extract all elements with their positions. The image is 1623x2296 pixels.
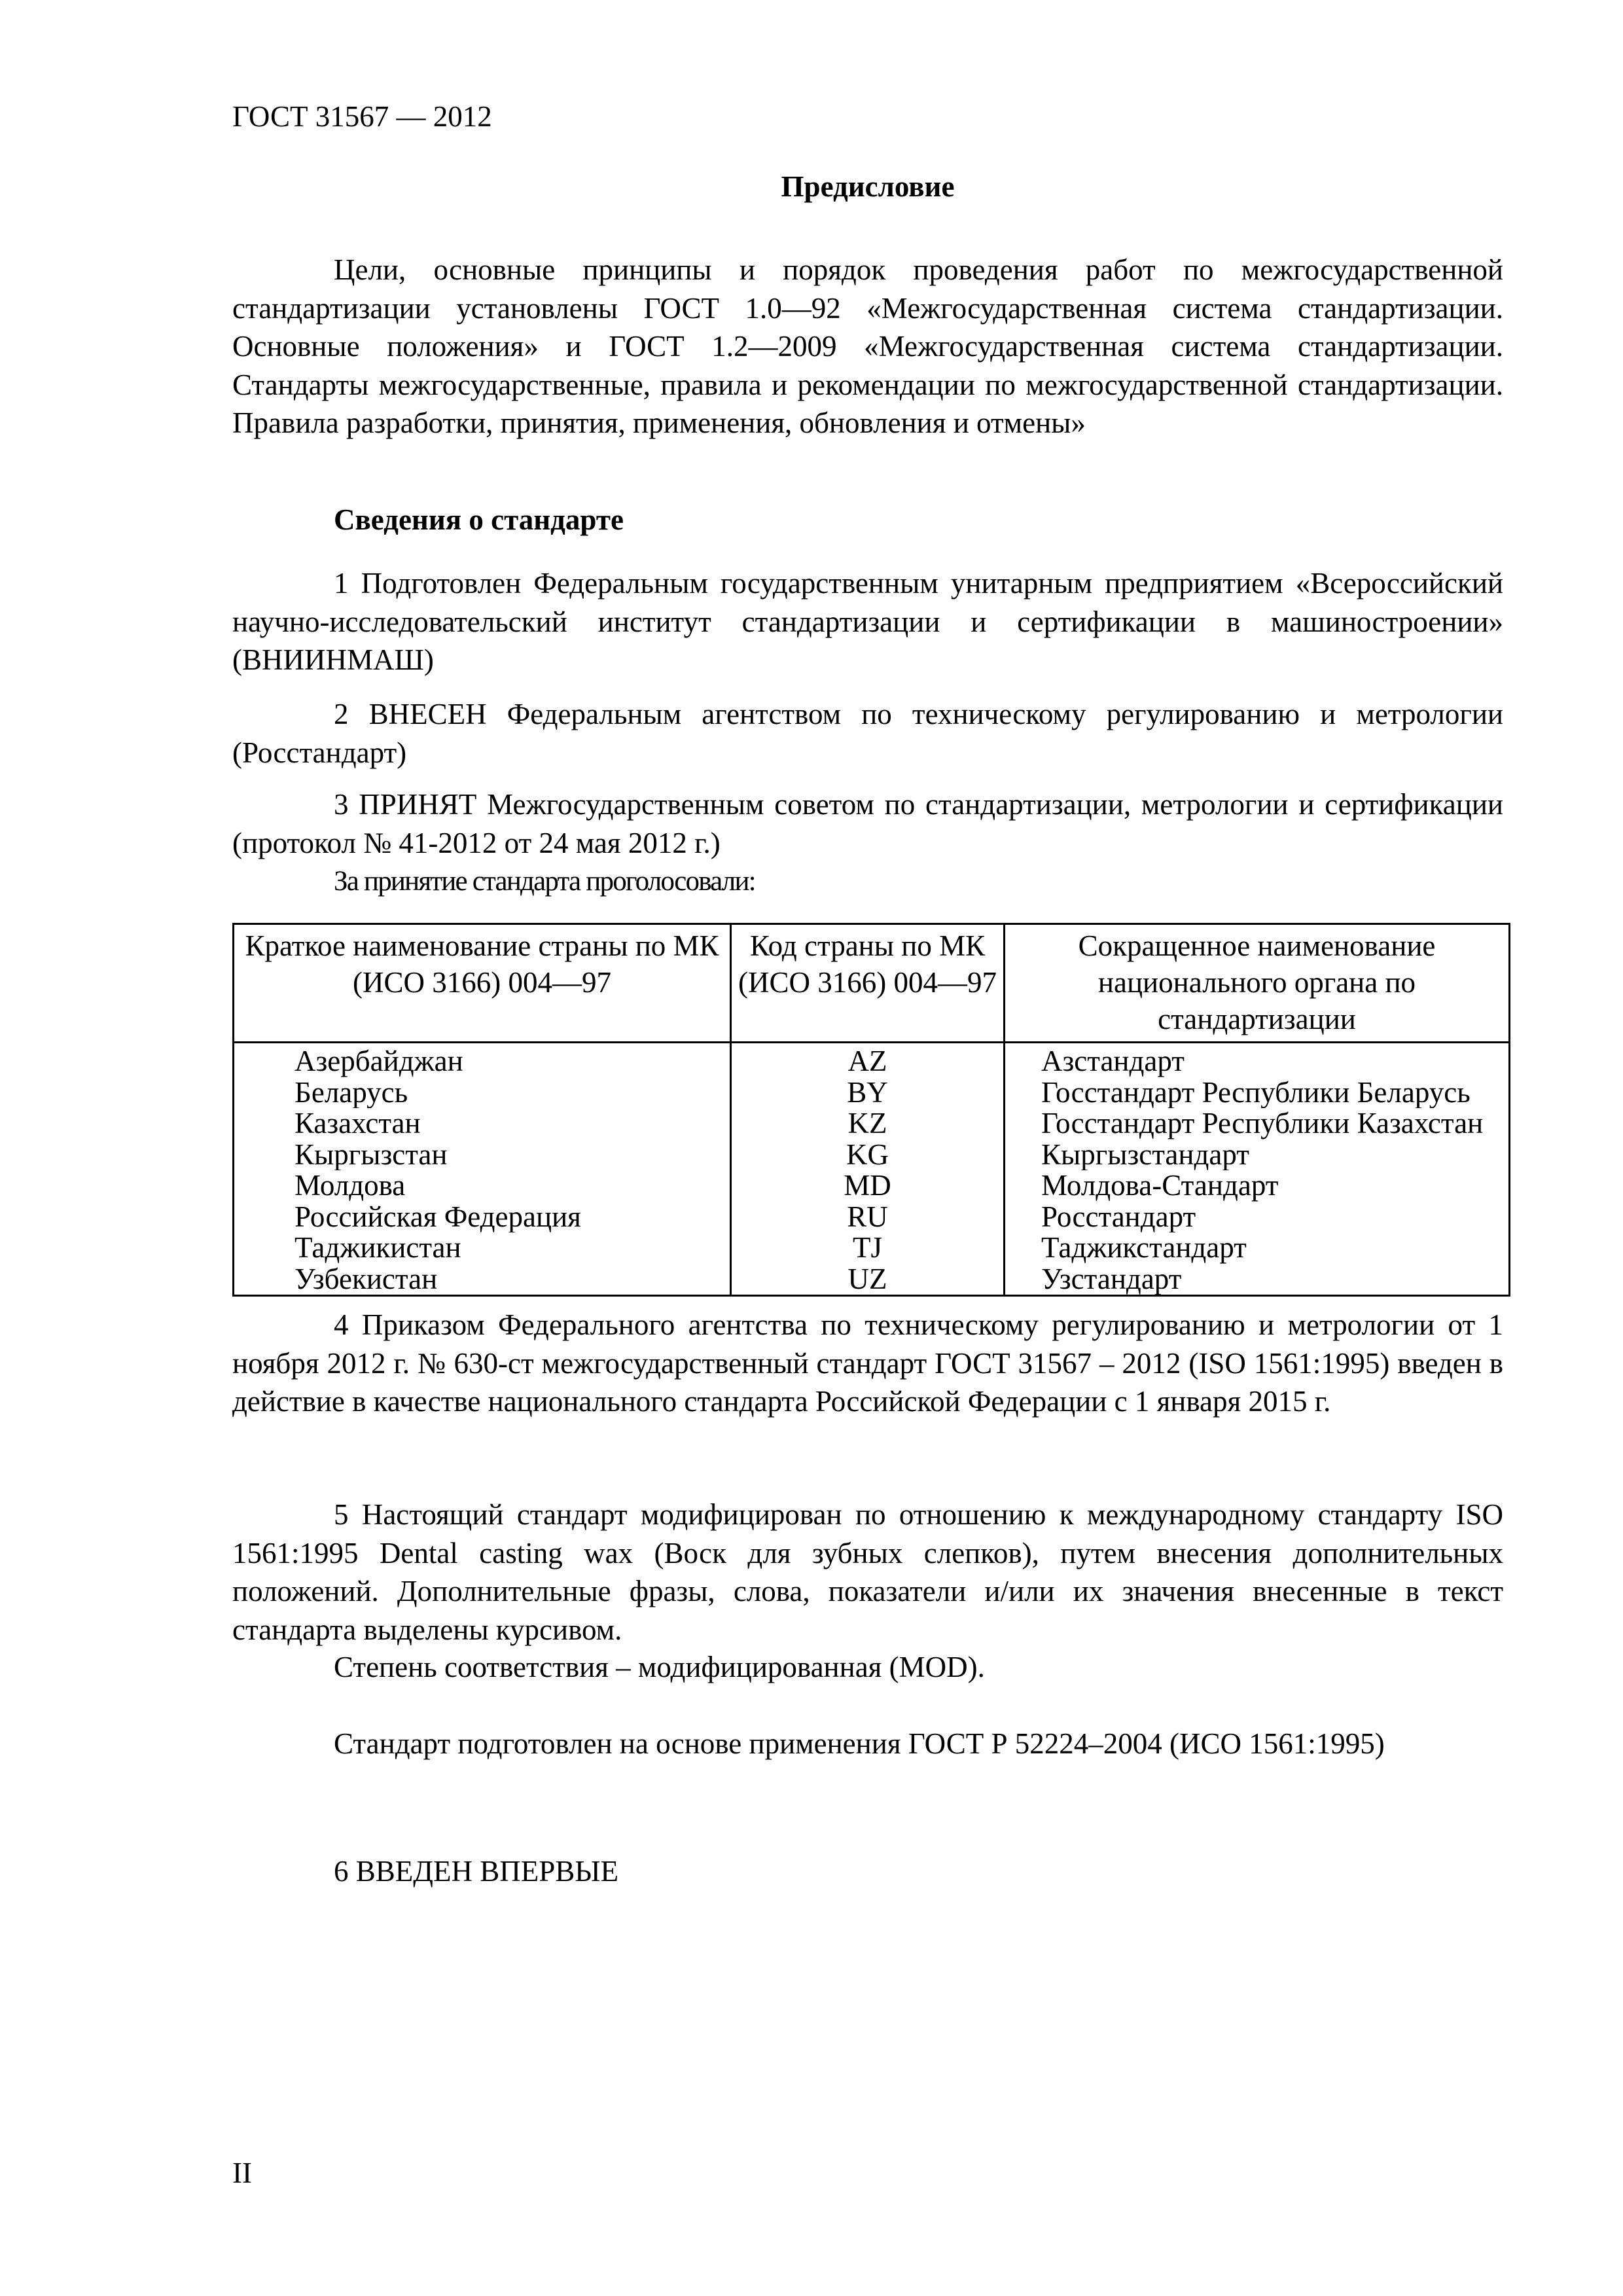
table-row — [234, 1077, 1510, 1109]
code-cell: KZ — [731, 1108, 1005, 1139]
item-5-paragraph: 5 Настоящий стандарт модифицирован по отношению к международному стандарту ISO 1561:1995 Dental casting wax (Воск для зубных слепков), путем внесения дополнительных положений. Дополнительные фразы, слова, показатели и/или их значения внесенные в текст стандарта выделены курсивом. — [232, 1498, 1503, 1646]
table-row — [234, 1108, 1510, 1139]
code-cell: RU — [731, 1202, 1005, 1233]
page-number: II — [232, 2157, 252, 2189]
org-cell: Узстандарт — [1005, 1264, 1510, 1296]
country-cell: Кыргызстан — [234, 1139, 731, 1171]
vote-intro-text: За принятие стандарта проголосовали: — [334, 866, 755, 897]
item-3-paragraph: 3 ПРИНЯТ Межгосударственным советом по стандартизации, метрологии и сертификации (протокол № 41-2012 от 24 мая 2012 г.) — [232, 788, 1503, 859]
country-cell: Узбекистан — [234, 1264, 731, 1296]
country-cell: Беларусь — [234, 1077, 731, 1109]
foreword-title: Предисловие — [781, 170, 955, 203]
code-cell: MD — [731, 1170, 1005, 1202]
header-country-name: Краткое наименование страны по МК (ИСО 3166) 004—97 — [234, 924, 731, 1043]
basis-text: Стандарт подготовлен на основе применения ГОСТ Р 52224–2004 (ИСО 1561:1995) — [334, 1727, 1385, 1760]
foreword-intro-paragraph: Цели, основные принципы и порядок проведения работ по межгосударственной стандартизации установлены ГОСТ 1.0—92 «Межгосударственная система стандартизации. Основные положения» и ГОСТ 1.2—2009 «Межгосударственная система стандартизации. Стандарты межгосударственные, правила и рекомендации по межгосударственной стандартизации. Правила разработки, принятия, применения, обновления и отмены» — [232, 253, 1503, 439]
code-cell: BY — [731, 1077, 1005, 1109]
table-row — [234, 1139, 1510, 1171]
org-cell: Росстандарт — [1005, 1202, 1510, 1233]
voting-table-header-row — [234, 924, 1510, 1043]
item-1-paragraph: 1 Подготовлен Федеральным государственным унитарным предприятием «Всероссийский научно-исследовательский институт стандартизации и сертификации в машиностроении» (ВНИИНМАШ) — [232, 567, 1503, 676]
standard-info-heading: Сведения о стандарте — [334, 503, 624, 536]
conformity-text: Степень соответствия – модифицированная (MOD). — [334, 1651, 985, 1683]
country-cell: Таджикистан — [234, 1232, 731, 1264]
org-cell: Таджикстандарт — [1005, 1232, 1510, 1264]
code-cell: UZ — [731, 1264, 1005, 1296]
item-6-text: 6 ВВЕДЕН ВПЕРВЫЕ — [334, 1855, 618, 1888]
country-cell: Казахстан — [234, 1108, 731, 1139]
item-4-paragraph: 4 Приказом Федерального агентства по техническому регулированию и метрологии от 1 ноября 2012 г. № 630-ст межгосударственный стандарт ГОСТ 31567 – 2012 (ISO 1561:1995) введен в действие в качестве национального стандарта Российской Федерации с 1 января 2015 г. — [232, 1308, 1503, 1418]
code-cell: TJ — [731, 1232, 1005, 1264]
table-row — [234, 1264, 1510, 1296]
table-row — [234, 1202, 1510, 1233]
org-cell: Госстандарт Республики Казахстан — [1005, 1108, 1510, 1139]
country-cell: Азербайджан — [234, 1043, 731, 1077]
country-cell: Молдова — [234, 1170, 731, 1202]
voting-table — [232, 923, 1510, 1297]
table-row — [234, 1232, 1510, 1264]
org-cell: Госстандарт Республики Беларусь — [1005, 1077, 1510, 1109]
code-cell: KG — [731, 1139, 1005, 1171]
table-row — [234, 1170, 1510, 1202]
org-cell: Азстандарт — [1005, 1043, 1510, 1077]
header-standards-body: Сокращенное наименование национального органа по стандартизации — [1005, 924, 1510, 1043]
org-cell: Кыргызстандарт — [1005, 1139, 1510, 1171]
code-cell: AZ — [731, 1043, 1005, 1077]
header-country-code: Код страны по МК (ИСО 3166) 004—97 — [731, 924, 1005, 1043]
item-2-paragraph: 2 ВНЕСЕН Федеральным агентством по техническому регулированию и метрологии (Росстандарт) — [232, 698, 1503, 769]
org-cell: Молдова-Стандарт — [1005, 1170, 1510, 1202]
country-cell: Российская Федерация — [234, 1202, 731, 1233]
document-code-header: ГОСТ 31567 — 2012 — [232, 100, 492, 133]
table-row — [234, 1043, 1510, 1077]
